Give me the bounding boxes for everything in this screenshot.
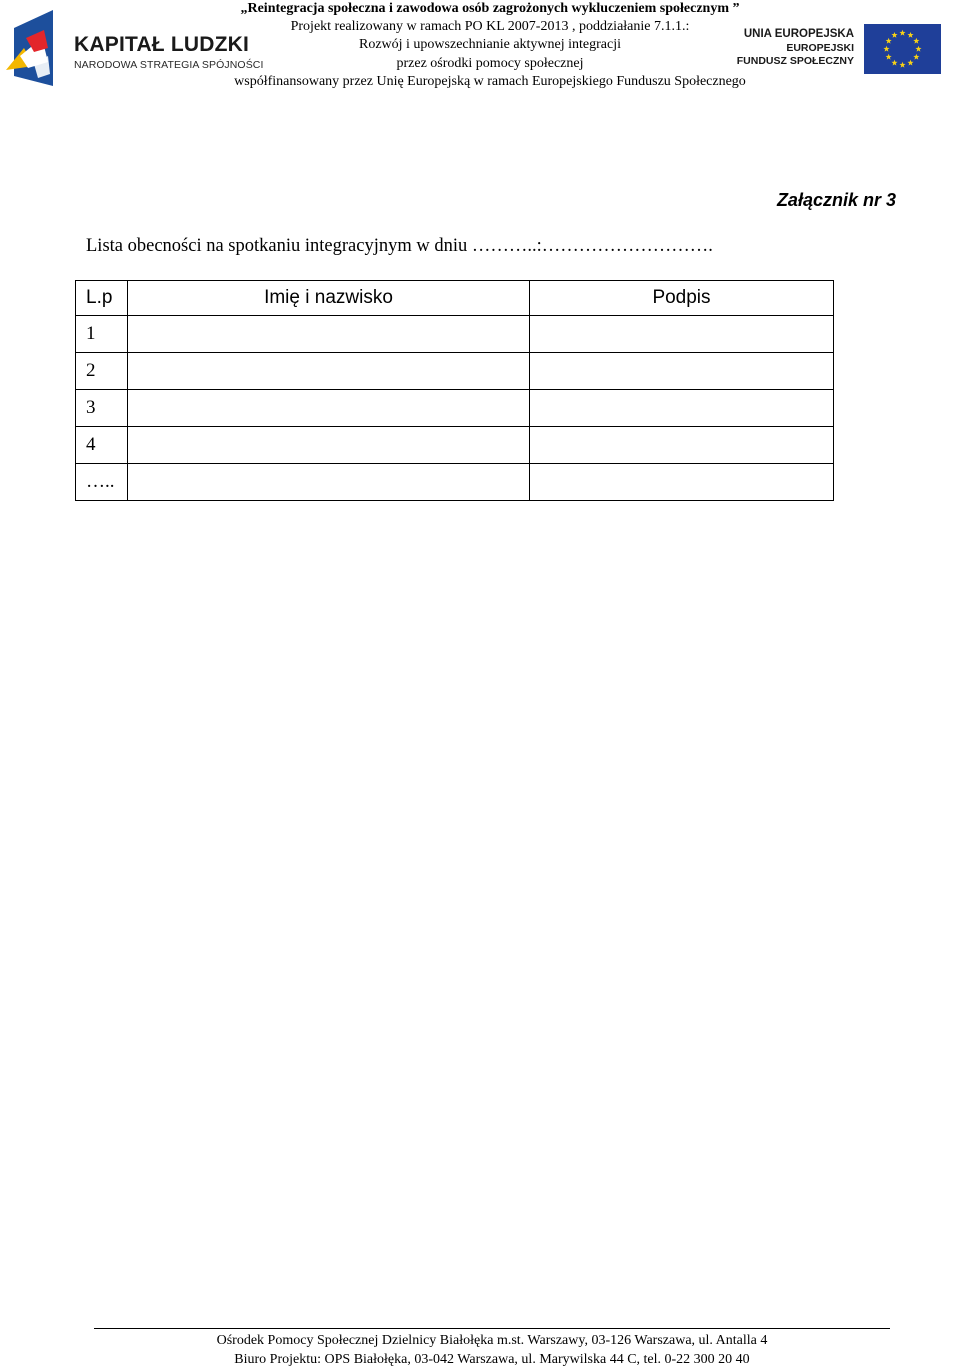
footer-project-office-line: Biuro Projektu: OPS Białołęka, 03-042 Warszawa, ul. Marywilska 44 C, tel. 0-22 300 20 40 (234, 1352, 750, 1367)
footer-address-line: Ośrodek Pomocy Społecznej Dzielnicy Białołęka m.st. Warszawy, 03-126 Warszawa, ul. Antalla 4 (216, 1333, 768, 1348)
row-number: 3 (76, 390, 128, 427)
name-cell (128, 427, 530, 464)
signature-cell (530, 316, 834, 353)
table-header-row (76, 281, 834, 316)
project-title: „Reintegracja społeczna i zawodowa osób zagrożonych wykluczeniem społecznym ” (240, 1, 740, 16)
row-number: 4 (76, 427, 128, 464)
signature-cell (530, 353, 834, 390)
table-row (76, 464, 834, 501)
project-header (190, 0, 790, 91)
row-number: ….. (76, 464, 128, 501)
footer-divider (94, 1328, 890, 1329)
annex-label: Załącznik nr 3 (776, 190, 896, 210)
eu-flag-icon (864, 24, 941, 74)
table-row (76, 427, 834, 464)
eu-logo-line-2: EUROPEJSKI (786, 41, 854, 54)
signature-cell (530, 427, 834, 464)
table-row (76, 390, 834, 427)
attendance-list-title: Lista obecności na spotkaniu integracyjnym w dniu ………..:………………………. (86, 236, 713, 256)
name-cell (128, 316, 530, 353)
kapital-ludzki-subtitle: NARODOWA STRATEGIA SPÓJNOŚCI (74, 59, 264, 71)
eu-logo-line-1: UNIA EUROPEJSKA (743, 28, 854, 40)
name-cell (128, 464, 530, 501)
signature-cell (530, 464, 834, 501)
project-line-4: przez ośrodki pomocy społecznej (396, 55, 584, 71)
table-row (76, 316, 834, 353)
attendance-table (75, 280, 834, 501)
table-row (76, 353, 834, 390)
column-header-signature: Podpis (530, 281, 834, 316)
project-line-2: Projekt realizowany w ramach PO KL 2007-2013 , poddziałanie 7.1.1.: (290, 19, 690, 35)
project-line-5: współfinansowany przez Unię Europejską w ramach Europejskiego Funduszu Społecznego (234, 73, 746, 89)
footer (94, 1331, 890, 1369)
row-number: 1 (76, 316, 128, 353)
name-cell (128, 353, 530, 390)
signature-cell (530, 390, 834, 427)
eu-logo-line-3: FUNDUSZ SPOŁECZNY (736, 55, 854, 67)
column-header-lp: L.p (76, 281, 128, 316)
name-cell (128, 390, 530, 427)
row-number: 2 (76, 353, 128, 390)
eu-logo-text (737, 28, 854, 69)
column-header-name: Imię i nazwisko (128, 281, 530, 316)
kapital-ludzki-title: KAPITAŁ LUDZKI (74, 33, 250, 56)
project-line-3: Rozwój i upowszechnianie aktywnej integracji (358, 37, 622, 53)
